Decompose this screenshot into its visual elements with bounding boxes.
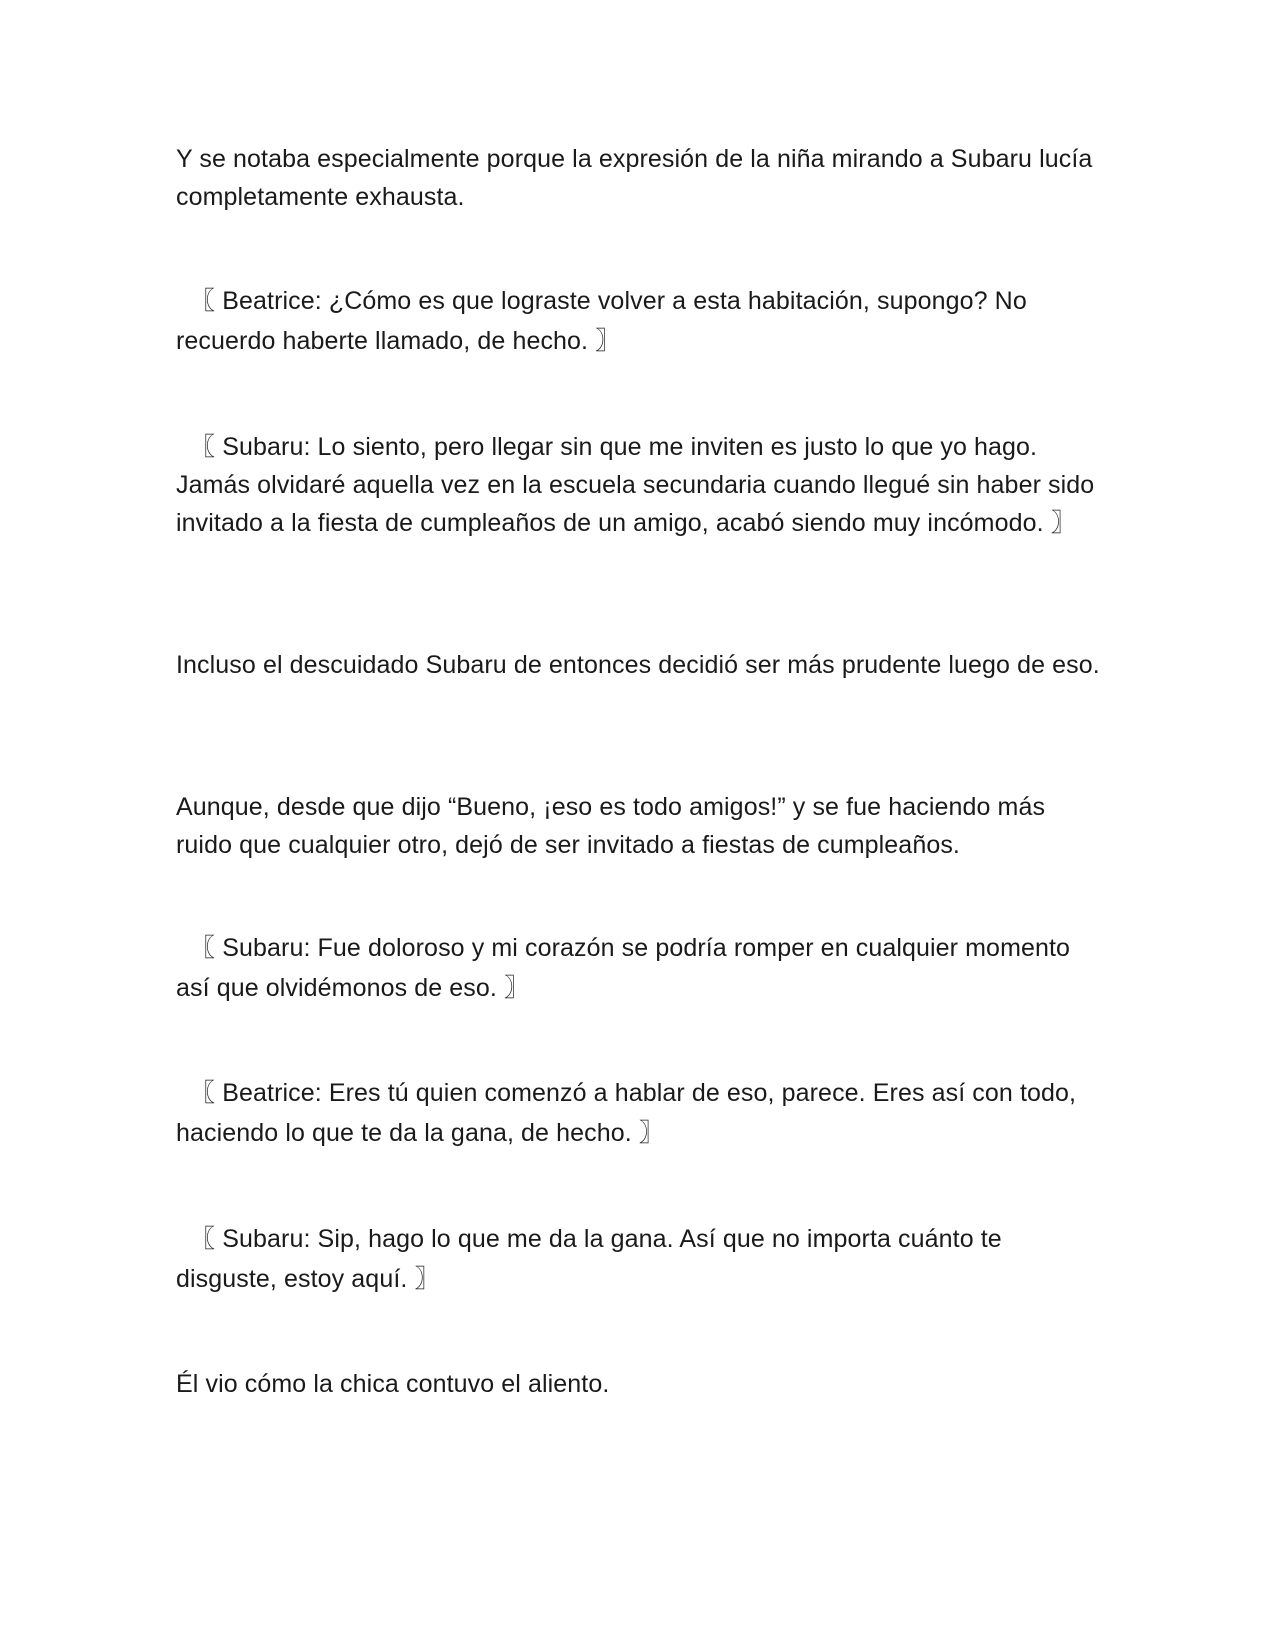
paragraph-dialog-subaru-3: 〖 Subaru: Sip, hago lo que me da la gana. Así que no importa cuánto te disguste, estoy aquí. 〗	[176, 1225, 1002, 1293]
paragraph-dialog-subaru-1: 〖 Subaru: Lo siento, pero llegar sin que me inviten es justo lo que yo hago. Jamás olvidaré aquella vez en la escuela secundaria cuando llegué sin haber sido invitado a la fiesta de cumpleaños de un amigo, acabó siendo muy incómodo. 〗	[176, 433, 1095, 537]
paragraph-narration-3: Aunque, desde que dijo “Bueno, ¡eso es todo amigos!” y se fue haciendo más ruido que cualquier otro, dejó de ser invitado a fiestas de cumpleaños.	[176, 793, 1046, 859]
paragraph-narration-4: Él vio cómo la chica contuvo el aliento.	[176, 1370, 610, 1398]
paragraph-dialog-beatrice-2: 〖 Beatrice: Eres tú quien comenzó a hablar de eso, parece. Eres así con todo, haciendo lo que te da la gana, de hecho. 〗	[176, 1079, 1077, 1147]
paragraph-dialog-beatrice-1: 〖 Beatrice: ¿Cómo es que lograste volver a esta habitación, supongo? No recuerdo haberte llamado, de hecho. 〗	[176, 287, 1027, 355]
paragraph-narration-1: Y se notaba especialmente porque la expresión de la niña mirando a Subaru lucía completamente exhausta.	[176, 145, 1093, 211]
paragraph-narration-2: Incluso el descuidado Subaru de entonces decidió ser más prudente luego de eso.	[176, 651, 1100, 679]
paragraph-dialog-subaru-2: 〖 Subaru: Fue doloroso y mi corazón se podría romper en cualquier momento así que olvidémonos de eso. 〗	[176, 934, 1071, 1002]
